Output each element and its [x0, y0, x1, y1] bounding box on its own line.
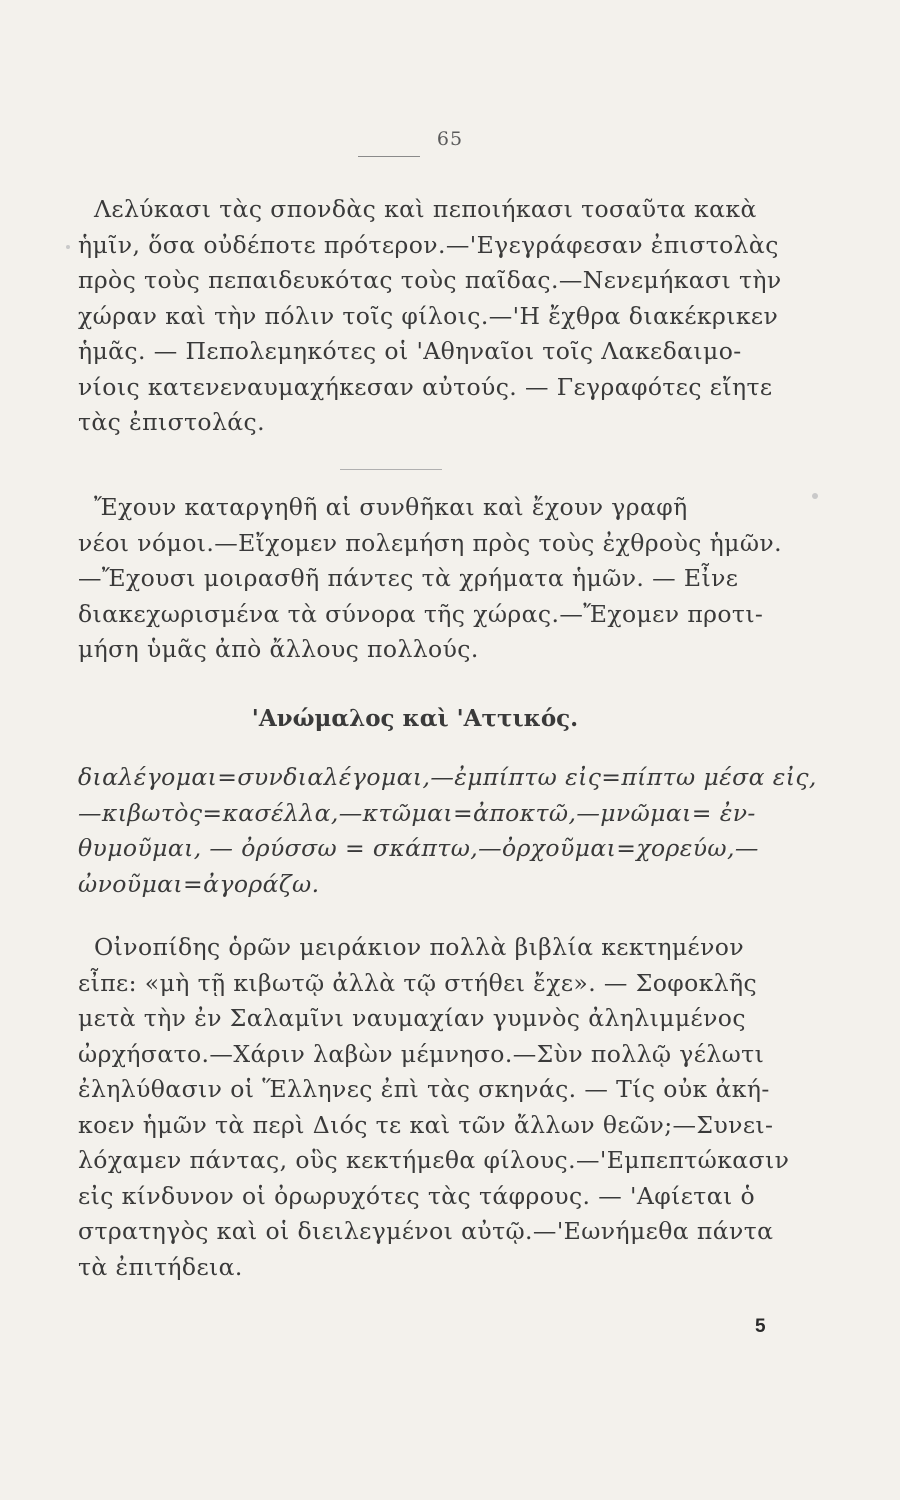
paper-speck — [66, 245, 70, 249]
text-line: ὠρχήσατο.—Χάριν λαβὼν μέμνησο.—Σὺν πολλῷ γέλωτι — [78, 1039, 765, 1068]
section-separator — [340, 469, 442, 470]
text-line: εἶπε: «μὴ τῇ κιβωτῷ ἀλλὰ τῷ στήθει ἔχε». — Σοφοκλῆς — [78, 968, 758, 997]
text-line: μετὰ τὴν ἐν Σαλαμῖνι ναυμαχίαν γυμνὸς ἀληλιμμένος — [78, 1004, 746, 1032]
text-line: κοεν ἡμῶν τὰ περὶ Διός τε καὶ τῶν ἄλλων θεῶν;—Συνει- — [78, 1110, 774, 1139]
text-line: διακεχωρισμένα τὰ σύνορα τῆς χώρας.—Ἔχομεν προτι- — [78, 599, 764, 628]
paper-speck — [812, 493, 818, 499]
vocab-line: θυμοῦμαι, — ὀρύσσω = σκάπτω,—ὀρχοῦμαι=χορεύω,— — [78, 834, 759, 862]
text-line: —Ἔχουσι μοιρασθῆ πάντες τὰ χρήματα ἡμῶν. — Εἶνε — [78, 564, 739, 592]
text-line: Οἰνοπίδης ὁρῶν μειράκιον πολλὰ βιβλία κεκτημένον — [94, 933, 745, 961]
text-line: πρὸς τοὺς πεπαιδευκότας τοὺς παῖδας.—Νενεμήκασι τὴν — [78, 266, 782, 294]
paragraph-1 — [78, 192, 784, 441]
text-line: ἐληλύθασιν οἱ Ἕλληνες ἐπὶ τὰς σκηνάς. — Τίς οὐκ ἀκή- — [78, 1075, 770, 1103]
section-heading: 'Ανώμαλος καὶ 'Αττικός. — [251, 705, 579, 732]
page-number: 65 — [436, 128, 464, 150]
page-number-underline — [358, 156, 420, 157]
text-line: μήση ὑμᾶς ἀπὸ ἄλλους πολλούς. — [78, 635, 479, 663]
text-line: τὰ ἐπιτήδεια. — [78, 1252, 243, 1281]
text-line: Ἔχουν καταργηθῆ αἱ συνθῆκαι καὶ ἔχουν γραφῆ — [94, 493, 688, 521]
signature-mark: 5 — [755, 1316, 766, 1337]
text-line: ἡμᾶς. — Πεπολεμηκότες οἱ 'Αθηναῖοι τοῖς Λακεδαιμο- — [78, 337, 742, 365]
vocab-line: διαλέγομαι=συνδιαλέγομαι,—ἐμπίπτω εἰς=πίπτω μέσα εἰς, — [78, 763, 817, 791]
text-line: εἰς κίνδυνον οἱ ὀρωρυχότες τὰς τάφρους. — 'Αφίεται ὁ — [78, 1181, 756, 1210]
text-line: Λελύκασι τὰς σπονδὰς καὶ πεποιήκασι τοσαῦτα κακὰ — [94, 195, 757, 223]
paragraph-4 — [78, 930, 790, 1285]
text-line: χώραν καὶ τὴν πόλιν τοῖς φίλοις.—'Η ἔχθρα διακέκρικεν — [78, 301, 779, 330]
paragraph-2 — [78, 490, 784, 668]
text-line: λόχαμεν πάντας, οὓς κεκτήμεθα φίλους.—'Εμπεπτώκασιν — [78, 1146, 790, 1174]
text-line: τὰς ἐπιστολάς. — [78, 408, 265, 436]
vocabulary-list — [78, 760, 817, 902]
text-line: στρατηγὸς καὶ οἱ διειλεγμένοι αὐτῷ.—'Εωνήμεθα πάντα — [78, 1217, 774, 1245]
text-line: νέοι νόμοι.—Εἴχομεν πολεμήση πρὸς τοὺς ἐχθροὺς ἡμῶν. — [78, 528, 782, 557]
text-line: νίοις κατενεναυμαχήκεσαν αὐτούς. — Γεγραφότες εἴητε — [78, 372, 773, 401]
vocab-line: —κιβωτὸς=κασέλλα,—κτῶμαι=ἀποκτῶ,—μνῶμαι= ἐν- — [78, 798, 756, 827]
vocab-line: ὠνοῦμαι=ἀγοράζω. — [78, 869, 320, 898]
text-line: ἡμῖν, ὅσα οὐδέποτε πρότερον.—'Εγεγράφεσαν ἐπιστολὰς — [78, 230, 779, 259]
